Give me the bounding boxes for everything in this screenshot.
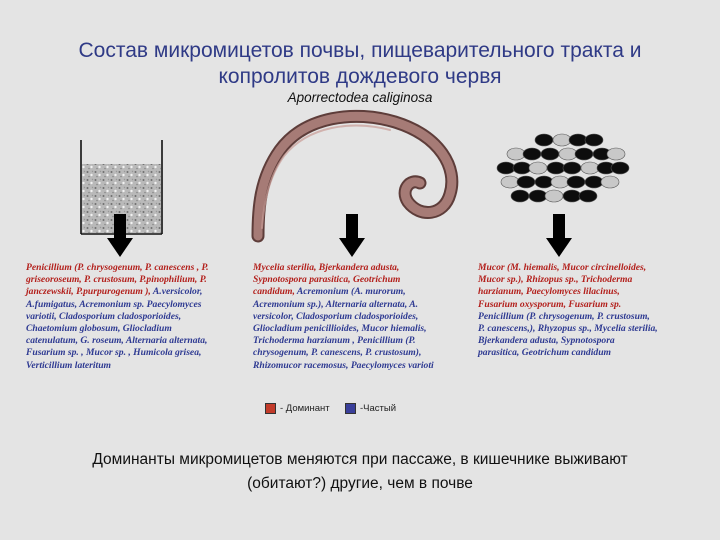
species-line <box>478 262 714 274</box>
frequent-species-text: A.versicolor, <box>152 286 203 298</box>
coprolite-pellet <box>563 190 581 202</box>
title-line-2: копролитов дождевого червя <box>218 65 502 88</box>
coprolite-pellet <box>551 176 569 188</box>
dominant-species-text: candidum, <box>253 286 297 298</box>
species-line <box>478 323 714 335</box>
frequent-species-text: Acremonium sp.), Alternaria alternata, A. <box>253 298 419 310</box>
coprolite-pellet <box>529 190 547 202</box>
frequent-species-text: catenulatum, G. roseum, Alternaria alternata, <box>26 335 208 347</box>
frequent-species-text: Gliocladium penicillioides, Mucor hiemalis, <box>253 323 427 335</box>
coprolite-pellet <box>547 162 565 174</box>
arrow-down-icon <box>546 214 572 258</box>
coprolite-pellet <box>611 162 629 174</box>
dominant-species-text: Sypnotospora parasitica, Geotrichum <box>253 274 401 286</box>
species-line <box>253 311 475 323</box>
species-line <box>253 262 475 274</box>
dominant-species-text: Mucor (M. hiemalis, Mucor circinelloides, <box>478 262 647 273</box>
legend-frequent-label: -Частый <box>360 403 397 414</box>
frequent-species-text: Chaetomium globosum, Gliocladium <box>26 323 172 335</box>
species-line <box>26 335 250 347</box>
dominant-species-text: harzianum, Paecylomyces lilacinus, <box>478 286 620 298</box>
dominant-species-text: griseoroseum, P. crustosum, P.pinophilium, P. <box>26 274 207 286</box>
coprolite-pellet <box>507 148 525 160</box>
coprolite-pellet <box>511 190 529 202</box>
frequent-species-text: variotii, Cladosporium cladosporioides, <box>26 310 182 322</box>
coprolite-species-list <box>478 262 714 360</box>
title-line-1: Состав микромицетов почвы, пищеварительного тракта и <box>78 39 642 62</box>
species-line <box>26 262 250 274</box>
species-line <box>253 274 475 286</box>
species-line <box>26 323 250 335</box>
species-line <box>26 360 250 372</box>
frequent-swatch <box>345 403 356 414</box>
species-line <box>478 299 714 311</box>
species-line <box>253 360 475 372</box>
frequent-species-text: P. canescens,), Rhyzopus sp., Mycelia sterilia, <box>478 323 658 335</box>
species-line <box>478 311 714 323</box>
frequent-species-text: chrysogenum, P. canescens, P. crustosum), <box>253 347 422 359</box>
coprolite-pellet <box>601 176 619 188</box>
species-line <box>253 347 475 359</box>
dominant-swatch <box>265 403 276 414</box>
coprolite-pellet <box>501 176 519 188</box>
species-line <box>26 274 250 286</box>
soil-species-list <box>26 262 250 372</box>
frequent-species-text: Trichoderma harzianum , Penicillium (P. <box>253 335 416 347</box>
species-line <box>26 286 250 298</box>
coprolite-pellet <box>535 134 553 146</box>
species-line <box>26 299 250 311</box>
coprolite-pellet <box>541 148 559 160</box>
conclusion-line-2: (обитают?) другие, чем в почве <box>247 475 473 492</box>
coprolite-pellet <box>567 176 585 188</box>
frequent-species-text: A.fumigatus, Acremonium sp. Paecylomyces <box>26 298 202 310</box>
coprolite-pellet <box>575 148 593 160</box>
species-line <box>253 286 475 298</box>
dominant-species-text: janczewskii, P.purpurogenum ), <box>26 286 153 298</box>
species-line <box>478 286 714 298</box>
species-line <box>253 299 475 311</box>
frequent-species-text: Bjerkandera adusta, Sypnotospora <box>478 335 615 347</box>
coprolite-pellet <box>553 134 571 146</box>
legend-frequent <box>345 403 396 414</box>
species-line <box>253 323 475 335</box>
legend-dominant-label: - Доминант <box>280 403 330 414</box>
coprolite-pellet <box>581 162 599 174</box>
dominant-species-text: Penicillium (P. chrysogenum, P. canescens , P. <box>26 262 209 273</box>
frequent-species-text: Fusarium sp. , Mucor sp. , Humicola grisea, <box>26 347 202 359</box>
frequent-species-text: versicolor, Cladosporium cladosporioides, <box>253 310 419 322</box>
arrow-down-icon <box>107 214 133 258</box>
coprolite-pellet <box>585 134 603 146</box>
coprolite-pellet <box>529 162 547 174</box>
frequent-species-text: Verticillium lateritum <box>26 359 112 371</box>
legend-dominant <box>265 403 330 414</box>
frequent-species-text: parasitica, Geotrichum candidum <box>478 347 611 359</box>
coprolite-pellet <box>559 148 577 160</box>
dominant-species-text: Mycelia sterilia, Bjerkandera adusta, <box>253 262 400 273</box>
species-line <box>478 274 714 286</box>
arrow-down-icon <box>339 214 365 258</box>
species-line <box>26 311 250 323</box>
dominant-species-text: Mucor sp.), Rhizopus sp., Trichoderma <box>478 274 633 286</box>
coprolite-pellet <box>545 190 563 202</box>
species-line <box>253 335 475 347</box>
conclusion-line-1: Доминанты микромицетов меняются при пассаже, в кишечнике выживают <box>92 451 628 468</box>
coprolite-pellet <box>497 162 515 174</box>
frequent-species-text: Penicillium (P. chrysogenum, P. crustosum, <box>478 310 650 322</box>
species-line <box>478 347 714 359</box>
coprolite-pellet <box>563 162 581 174</box>
dominant-species-text: Fusarium oxysporum, Fusarium sp. <box>478 298 622 310</box>
coprolite-pellet <box>569 134 587 146</box>
coprolite-pellet <box>607 148 625 160</box>
frequent-species-text: Acremonium (A. murorum, <box>296 286 406 298</box>
coprolites-illustration <box>496 130 630 212</box>
coprolite-pellet <box>535 176 553 188</box>
coprolite-pellet <box>585 176 603 188</box>
species-name: Aporrectodea caliginosa <box>287 90 433 105</box>
coprolite-pellet <box>517 176 535 188</box>
coprolite-pellet <box>513 162 531 174</box>
species-line <box>478 335 714 347</box>
coprolite-pellet <box>579 190 597 202</box>
frequent-species-text: Rhizomucor racemosus, Paecylomyces varioti <box>253 359 434 371</box>
coprolite-pellet <box>523 148 541 160</box>
gut-species-list <box>253 262 475 372</box>
species-line <box>26 347 250 359</box>
